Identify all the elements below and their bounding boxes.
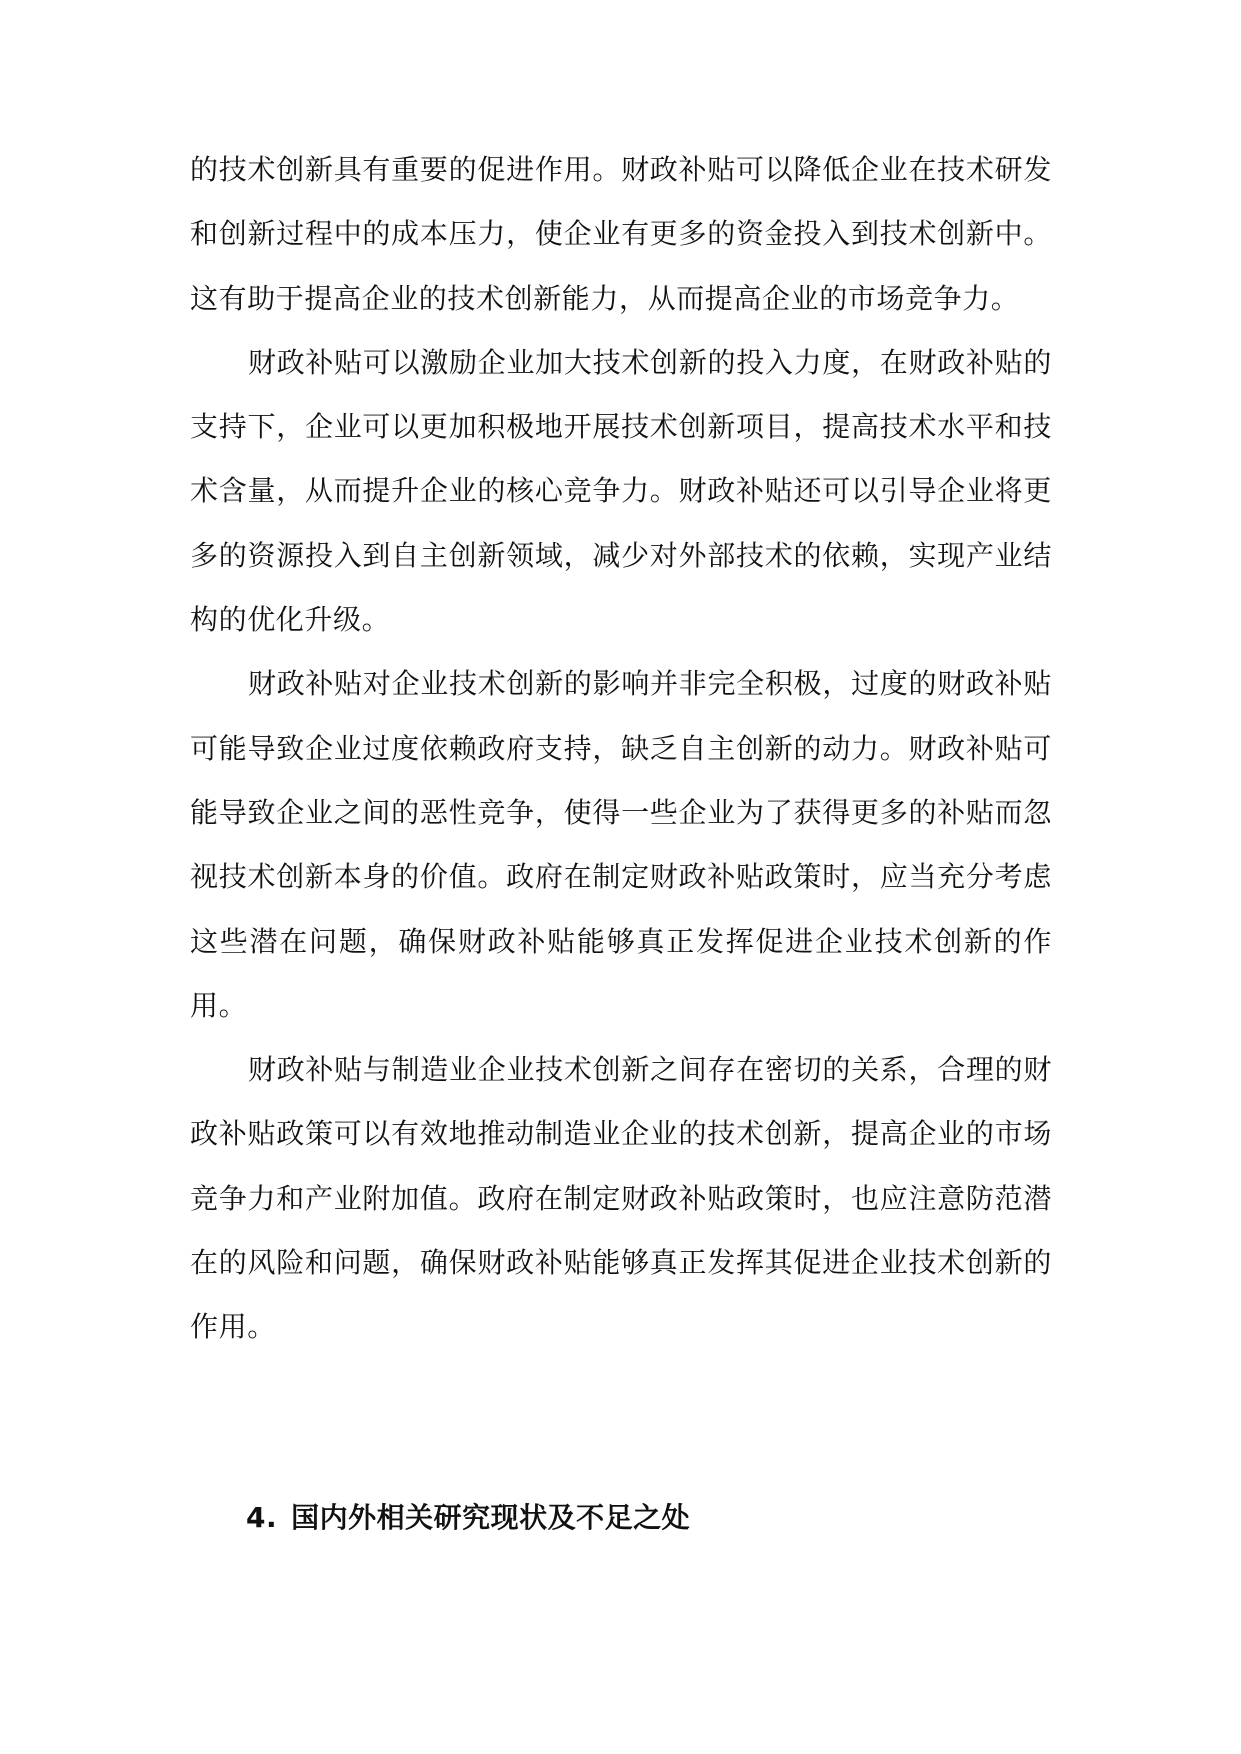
paragraph: 财政补贴可以激励企业加大技术创新的投入力度，在财政补贴的支持下，企业可以更加积极地开展技术创新项目，提高技术水平和技术含量，从而提升企业的核心竞争力。财政补贴还可以引导企业将更多的资源投入到自主创新领域，减少对外部技术的依赖，实现产业结构的优化升级。: [190, 345, 1052, 637]
section-title: 国内外相关研究现状及不足之处: [291, 1501, 691, 1534]
section-number: 4.: [246, 1501, 278, 1534]
paragraph: 财政补贴与制造业企业技术创新之间存在密切的关系，合理的财政补贴政策可以有效地推动制造业企业的技术创新，提高企业的市场竞争力和产业附加值。政府在制定财政补贴政策时，也应注意防范潜在的风险和问题，确保财政补贴能够真正发挥其促进企业技术创新的作用。: [190, 1053, 1052, 1344]
paragraph: 财政补贴对企业技术创新的影响并非完全积极，过度的财政补贴可能导致企业过度依赖政府支持，缺乏自主创新的动力。财政补贴可能导致企业之间的恶性竞争，使得一些企业为了获得更多的补贴而忽视技术创新本身的价值。政府在制定财政补贴政策时，应当充分考虑这些潜在问题，确保财政补贴能够真正发挥促进企业技术创新的作用。: [190, 667, 1052, 1022]
body-text: [190, 138, 1052, 1360]
section-heading: [246, 1500, 946, 1536]
paragraph-continuation: 的技术创新具有重要的促进作用。财政补贴可以降低企业在技术研发和创新过程中的成本压力，使企业有更多的资金投入到技术创新中。这有助于提高企业的技术创新能力，从而提高企业的市场竞争力。: [190, 153, 1052, 315]
